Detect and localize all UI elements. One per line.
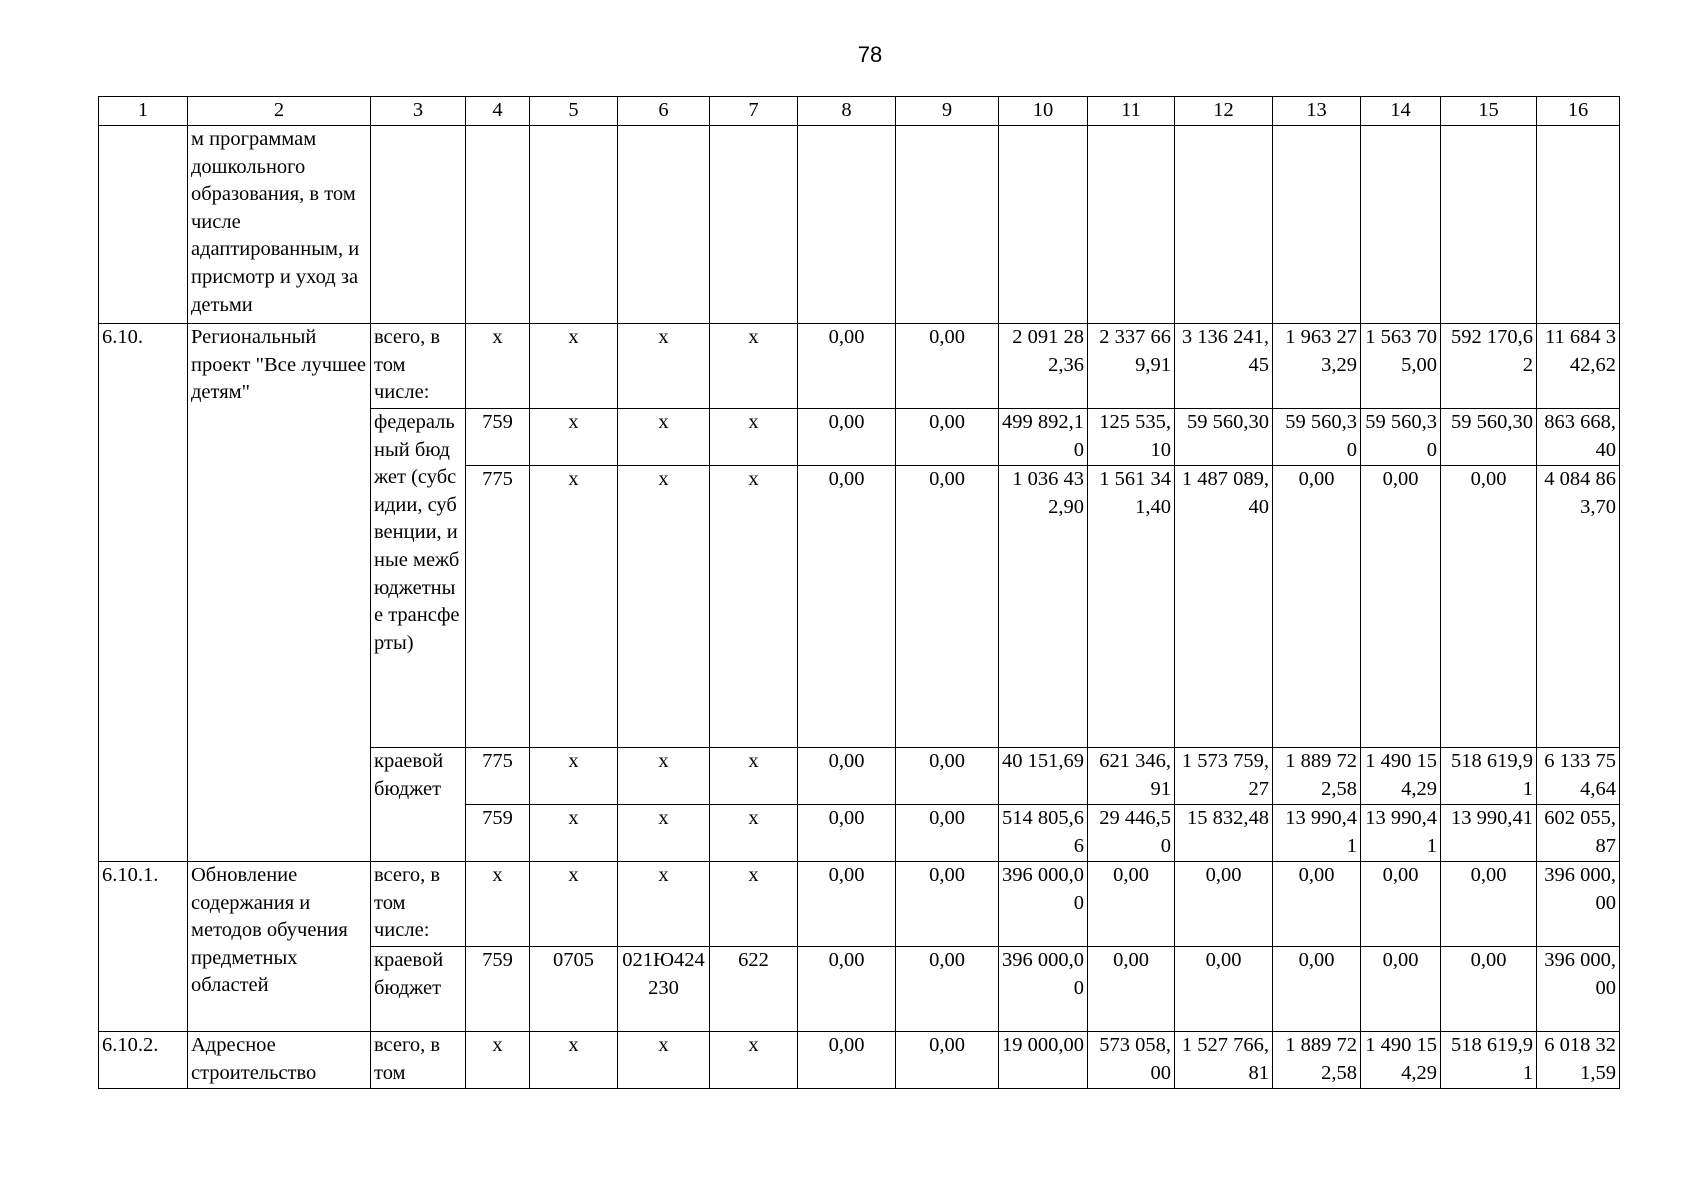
cell: 0,00	[1088, 947, 1175, 1032]
cell: x	[466, 862, 530, 947]
cell: x	[530, 466, 618, 748]
column-header: 4	[466, 97, 530, 126]
cell: 0,00	[1441, 947, 1537, 1032]
cell: x	[710, 466, 798, 748]
cell: x	[618, 466, 710, 748]
cell: 0,00	[896, 409, 999, 466]
cell: 573 058,00	[1088, 1032, 1175, 1089]
cell: x	[710, 1032, 798, 1089]
cell: 0,00	[1361, 947, 1441, 1032]
cell: x	[530, 805, 618, 862]
cell: 759	[466, 805, 530, 862]
table-row	[99, 126, 1620, 324]
cell: 0,00	[1361, 862, 1441, 947]
table-row	[99, 324, 1620, 409]
cell: x	[466, 1032, 530, 1089]
cell: 499 892,10	[999, 409, 1088, 466]
cell: 125 535,10	[1088, 409, 1175, 466]
cell: 602 055,87	[1537, 805, 1620, 862]
cell: 2 337 669,91	[1088, 324, 1175, 409]
cell: 518 619,91	[1441, 1032, 1537, 1089]
cell: 0,00	[1361, 466, 1441, 748]
cell: x	[530, 324, 618, 409]
cell: 0,00	[896, 748, 999, 805]
cell: x	[618, 805, 710, 862]
column-header: 2	[188, 97, 371, 126]
cell: 0,00	[1273, 466, 1361, 748]
cell: x	[710, 805, 798, 862]
cell: 11 684 342,62	[1537, 324, 1620, 409]
row-number	[99, 126, 188, 324]
budget-table	[98, 96, 1620, 1089]
cell: 0,00	[1273, 862, 1361, 947]
row-name: Обновление содержания и методов обучения предметных областей	[188, 862, 371, 1032]
funding-source: всего, в том	[371, 1032, 466, 1089]
cell: 1 889 722,58	[1273, 1032, 1361, 1089]
cell: 759	[466, 409, 530, 466]
cell: 0,00	[798, 466, 896, 748]
column-header: 6	[618, 97, 710, 126]
cell: x	[530, 862, 618, 947]
cell: x	[530, 1032, 618, 1089]
cell: 514 805,66	[999, 805, 1088, 862]
column-header: 14	[1361, 97, 1441, 126]
cell: 0,00	[798, 805, 896, 862]
column-header: 1	[99, 97, 188, 126]
cell: x	[710, 748, 798, 805]
cell: 0,00	[1441, 466, 1537, 748]
cell: 4 084 863,70	[1537, 466, 1620, 748]
cell: x	[710, 324, 798, 409]
cell: 0,00	[798, 1032, 896, 1089]
cell: 0,00	[896, 466, 999, 748]
cell: 775	[466, 466, 530, 748]
row-name: Региональный проект "Все лучшее детям"	[188, 324, 371, 862]
column-header: 15	[1441, 97, 1537, 126]
cell: 40 151,69	[999, 748, 1088, 805]
cell: 0,00	[896, 862, 999, 947]
cell: 6 018 321,59	[1537, 1032, 1620, 1089]
cell: 775	[466, 748, 530, 805]
cell: x	[530, 748, 618, 805]
cell: 863 668,40	[1537, 409, 1620, 466]
cell: 0,00	[1273, 947, 1361, 1032]
cell: 1 561 341,40	[1088, 466, 1175, 748]
cell: 622	[710, 947, 798, 1032]
cell: 1 487 089,40	[1175, 466, 1273, 748]
cell: 19 000,00	[999, 1032, 1088, 1089]
column-header: 12	[1175, 97, 1273, 126]
cell: 59 560,30	[1361, 409, 1441, 466]
cell: 1 573 759,27	[1175, 748, 1273, 805]
cell: 1 963 273,29	[1273, 324, 1361, 409]
cell: 59 560,30	[1273, 409, 1361, 466]
cell: 0,00	[798, 409, 896, 466]
cell: 0,00	[896, 805, 999, 862]
cell: 0,00	[798, 748, 896, 805]
row-name: Адресное строительство	[188, 1032, 371, 1089]
cell: 1 036 432,90	[999, 466, 1088, 748]
column-header: 3	[371, 97, 466, 126]
cell: x	[710, 409, 798, 466]
cell: 0,00	[1441, 862, 1537, 947]
cell: 13 990,41	[1441, 805, 1537, 862]
row-number: 6.10.2.	[99, 1032, 188, 1089]
cell: 3 136 241,45	[1175, 324, 1273, 409]
cell: 518 619,91	[1441, 748, 1537, 805]
cell: 0,00	[896, 324, 999, 409]
cell: x	[618, 862, 710, 947]
row-number: 6.10.1.	[99, 862, 188, 1032]
funding-source: федеральный бюджет (субсидии, субвенции, иные межбюджетные трансферты)	[371, 409, 466, 748]
cell: 0,00	[798, 862, 896, 947]
column-header: 5	[530, 97, 618, 126]
column-header: 16	[1537, 97, 1620, 126]
funding-source: всего, в том числе:	[371, 862, 466, 947]
cell: x	[466, 324, 530, 409]
cell: 0,00	[1088, 862, 1175, 947]
cell: x	[710, 862, 798, 947]
cell: 0,00	[798, 324, 896, 409]
cell: 396 000,00	[1537, 947, 1620, 1032]
cell: x	[618, 324, 710, 409]
cell: 0,00	[798, 947, 896, 1032]
column-header: 7	[710, 97, 798, 126]
cell: 13 990,41	[1361, 805, 1441, 862]
cell: 59 560,30	[1175, 409, 1273, 466]
cell: 1 889 722,58	[1273, 748, 1361, 805]
cell: x	[618, 409, 710, 466]
cell: 2 091 282,36	[999, 324, 1088, 409]
cell: 396 000,00	[1537, 862, 1620, 947]
cell: x	[618, 1032, 710, 1089]
cell: 592 170,62	[1441, 324, 1537, 409]
cell: 29 446,50	[1088, 805, 1175, 862]
column-header: 8	[798, 97, 896, 126]
cell: 621 346,91	[1088, 748, 1175, 805]
cell: 1 527 766,81	[1175, 1032, 1273, 1089]
column-number-row	[99, 97, 1620, 126]
cell: 1 490 154,29	[1361, 1032, 1441, 1089]
cell: x	[618, 748, 710, 805]
table-row	[99, 862, 1620, 947]
column-header: 10	[999, 97, 1088, 126]
cell: 59 560,30	[1441, 409, 1537, 466]
cell: 021Ю424230	[618, 947, 710, 1032]
cell: 0,00	[896, 1032, 999, 1089]
funding-source: краевой бюджет	[371, 748, 466, 862]
cell: 6 133 754,64	[1537, 748, 1620, 805]
column-header: 11	[1088, 97, 1175, 126]
cell: 0,00	[1175, 862, 1273, 947]
cell: 396 000,00	[999, 947, 1088, 1032]
row-number: 6.10.	[99, 324, 188, 862]
cell: x	[530, 409, 618, 466]
table-row	[99, 1032, 1620, 1089]
page-number: 78	[857, 42, 883, 67]
cell: 1 563 705,00	[1361, 324, 1441, 409]
cell: 0705	[530, 947, 618, 1032]
cell: 0,00	[896, 947, 999, 1032]
row-name: м программам дошкольного образования, в том числе адаптированным, и присмотр и уход за детьми	[188, 126, 371, 324]
cell: 759	[466, 947, 530, 1032]
funding-source: всего, в том числе:	[371, 324, 466, 409]
cell: 13 990,41	[1273, 805, 1361, 862]
column-header: 13	[1273, 97, 1361, 126]
funding-source: краевой бюджет	[371, 947, 466, 1032]
cell: 396 000,00	[999, 862, 1088, 947]
cell: 0,00	[1175, 947, 1273, 1032]
column-header: 9	[896, 97, 999, 126]
cell: 1 490 154,29	[1361, 748, 1441, 805]
cell: 15 832,48	[1175, 805, 1273, 862]
